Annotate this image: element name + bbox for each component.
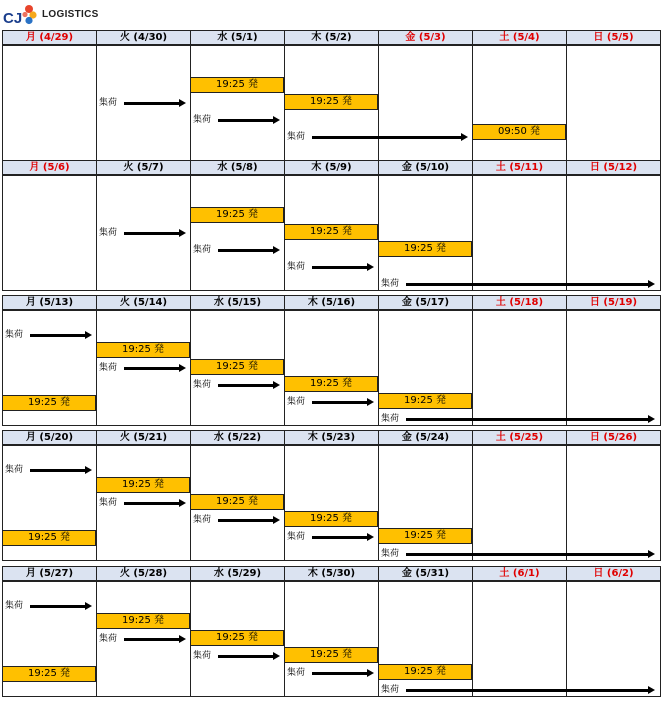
- logo-text: LOGISTICS: [42, 9, 99, 20]
- pickup-arrow: [124, 102, 180, 105]
- day-header: 日 (5/5): [566, 30, 661, 45]
- pickup-arrow: [218, 519, 274, 522]
- day-cell: [472, 45, 567, 161]
- day-cell: [566, 45, 661, 161]
- departure-time: 09:50 発: [472, 124, 566, 140]
- svg-text:CJ: CJ: [3, 10, 23, 27]
- pickup-label: 集荷: [99, 634, 118, 644]
- pickup-arrow: [312, 401, 368, 404]
- pickup-label: 集荷: [381, 414, 400, 424]
- day-header: 日 (5/12): [566, 160, 661, 175]
- pickup-arrow: [124, 502, 180, 505]
- day-header: 金 (5/10): [378, 160, 473, 175]
- pickup-label: 集荷: [287, 132, 306, 142]
- day-header: 月 (5/27): [2, 566, 97, 581]
- pickup-label: 集荷: [193, 515, 212, 525]
- pickup-label: 集荷: [99, 498, 118, 508]
- pickup-label: 集荷: [381, 685, 400, 695]
- departure-time: 19:25 発: [96, 613, 190, 629]
- day-cell: [190, 45, 285, 161]
- pickup-arrow: [406, 283, 649, 286]
- departure-time: 19:25 発: [284, 647, 378, 663]
- pickup-label: 集荷: [287, 397, 306, 407]
- departure-time: 19:25 発: [190, 359, 284, 375]
- day-cell: [472, 175, 567, 291]
- day-header: 金 (5/17): [378, 295, 473, 310]
- pickup-label: 集荷: [5, 465, 24, 475]
- day-header: 水 (5/15): [190, 295, 285, 310]
- day-cell: [472, 310, 567, 426]
- departure-time: 19:25 発: [190, 494, 284, 510]
- pickup-arrow: [312, 136, 462, 139]
- departure-time: 19:25 発: [2, 395, 96, 411]
- day-header: 金 (5/31): [378, 566, 473, 581]
- day-header: 水 (5/8): [190, 160, 285, 175]
- day-header: 月 (5/6): [2, 160, 97, 175]
- day-cell: [378, 175, 473, 291]
- pickup-arrow: [124, 232, 180, 235]
- day-cell: [284, 310, 379, 426]
- departure-time: 19:25 発: [96, 342, 190, 358]
- pickup-arrow: [406, 418, 649, 421]
- day-header: 木 (5/2): [284, 30, 379, 45]
- pickup-arrow: [30, 605, 86, 608]
- day-header: 火 (5/7): [96, 160, 191, 175]
- departure-time: 19:25 発: [284, 511, 378, 527]
- pickup-arrow: [30, 334, 86, 337]
- day-header: 土 (5/25): [472, 430, 567, 445]
- day-header: 木 (5/16): [284, 295, 379, 310]
- day-cell: [566, 310, 661, 426]
- day-header: 火 (4/30): [96, 30, 191, 45]
- day-cell: [472, 581, 567, 697]
- departure-time: 19:25 発: [284, 376, 378, 392]
- departure-time: 19:25 発: [284, 94, 378, 110]
- day-header: 月 (5/13): [2, 295, 97, 310]
- pickup-label: 集荷: [193, 245, 212, 255]
- departure-time: 19:25 発: [378, 528, 472, 544]
- day-header: 火 (5/21): [96, 430, 191, 445]
- pickup-label: 集荷: [287, 532, 306, 542]
- departure-time: 19:25 発: [284, 224, 378, 240]
- pickup-arrow: [124, 367, 180, 370]
- day-cell: [378, 45, 473, 161]
- pickup-label: 集荷: [99, 363, 118, 373]
- day-header: 火 (5/14): [96, 295, 191, 310]
- day-header: 月 (5/20): [2, 430, 97, 445]
- pickup-arrow: [312, 672, 368, 675]
- pickup-arrow: [312, 536, 368, 539]
- day-cell: [566, 445, 661, 561]
- day-header: 日 (5/26): [566, 430, 661, 445]
- pickup-label: 集荷: [287, 668, 306, 678]
- departure-time: 19:25 発: [190, 630, 284, 646]
- day-cell: [284, 445, 379, 561]
- day-cell: [472, 445, 567, 561]
- day-header: 日 (6/2): [566, 566, 661, 581]
- pickup-label: 集荷: [287, 262, 306, 272]
- pickup-arrow: [218, 119, 274, 122]
- pickup-label: 集荷: [193, 651, 212, 661]
- pickup-label: 集荷: [381, 279, 400, 289]
- departure-time: 19:25 発: [378, 393, 472, 409]
- pickup-arrow: [312, 266, 368, 269]
- pickup-arrow: [406, 553, 649, 556]
- departure-time: 19:25 発: [190, 207, 284, 223]
- day-header: 土 (5/11): [472, 160, 567, 175]
- day-cell: [284, 581, 379, 697]
- pickup-arrow: [124, 638, 180, 641]
- pickup-label: 集荷: [193, 380, 212, 390]
- day-header: 水 (5/29): [190, 566, 285, 581]
- day-cell: [566, 581, 661, 697]
- departure-time: 19:25 発: [378, 664, 472, 680]
- day-header: 水 (5/22): [190, 430, 285, 445]
- pickup-arrow: [218, 384, 274, 387]
- day-header: 土 (5/4): [472, 30, 567, 45]
- departure-time: 19:25 発: [96, 477, 190, 493]
- pickup-arrow: [218, 249, 274, 252]
- departure-time: 19:25 発: [378, 241, 472, 257]
- day-header: 火 (5/28): [96, 566, 191, 581]
- pickup-label: 集荷: [5, 601, 24, 611]
- pickup-arrow: [30, 469, 86, 472]
- departure-time: 19:25 発: [190, 77, 284, 93]
- pickup-label: 集荷: [381, 549, 400, 559]
- day-header: 日 (5/19): [566, 295, 661, 310]
- pickup-label: 集荷: [99, 98, 118, 108]
- pickup-label: 集荷: [193, 115, 212, 125]
- day-cell: [566, 175, 661, 291]
- day-header: 金 (5/24): [378, 430, 473, 445]
- pickup-arrow: [218, 655, 274, 658]
- day-header: 木 (5/9): [284, 160, 379, 175]
- day-header: 木 (5/23): [284, 430, 379, 445]
- day-header: 金 (5/3): [378, 30, 473, 45]
- day-header: 月 (4/29): [2, 30, 97, 45]
- day-header: 水 (5/1): [190, 30, 285, 45]
- pickup-arrow: [406, 689, 649, 692]
- pickup-label: 集荷: [5, 330, 24, 340]
- day-header: 土 (6/1): [472, 566, 567, 581]
- day-header: 土 (5/18): [472, 295, 567, 310]
- day-cell: [190, 175, 285, 291]
- day-header: 木 (5/30): [284, 566, 379, 581]
- departure-time: 19:25 発: [2, 530, 96, 546]
- departure-time: 19:25 発: [2, 666, 96, 682]
- pickup-label: 集荷: [99, 228, 118, 238]
- day-cell: [2, 45, 97, 161]
- day-cell: [2, 175, 97, 291]
